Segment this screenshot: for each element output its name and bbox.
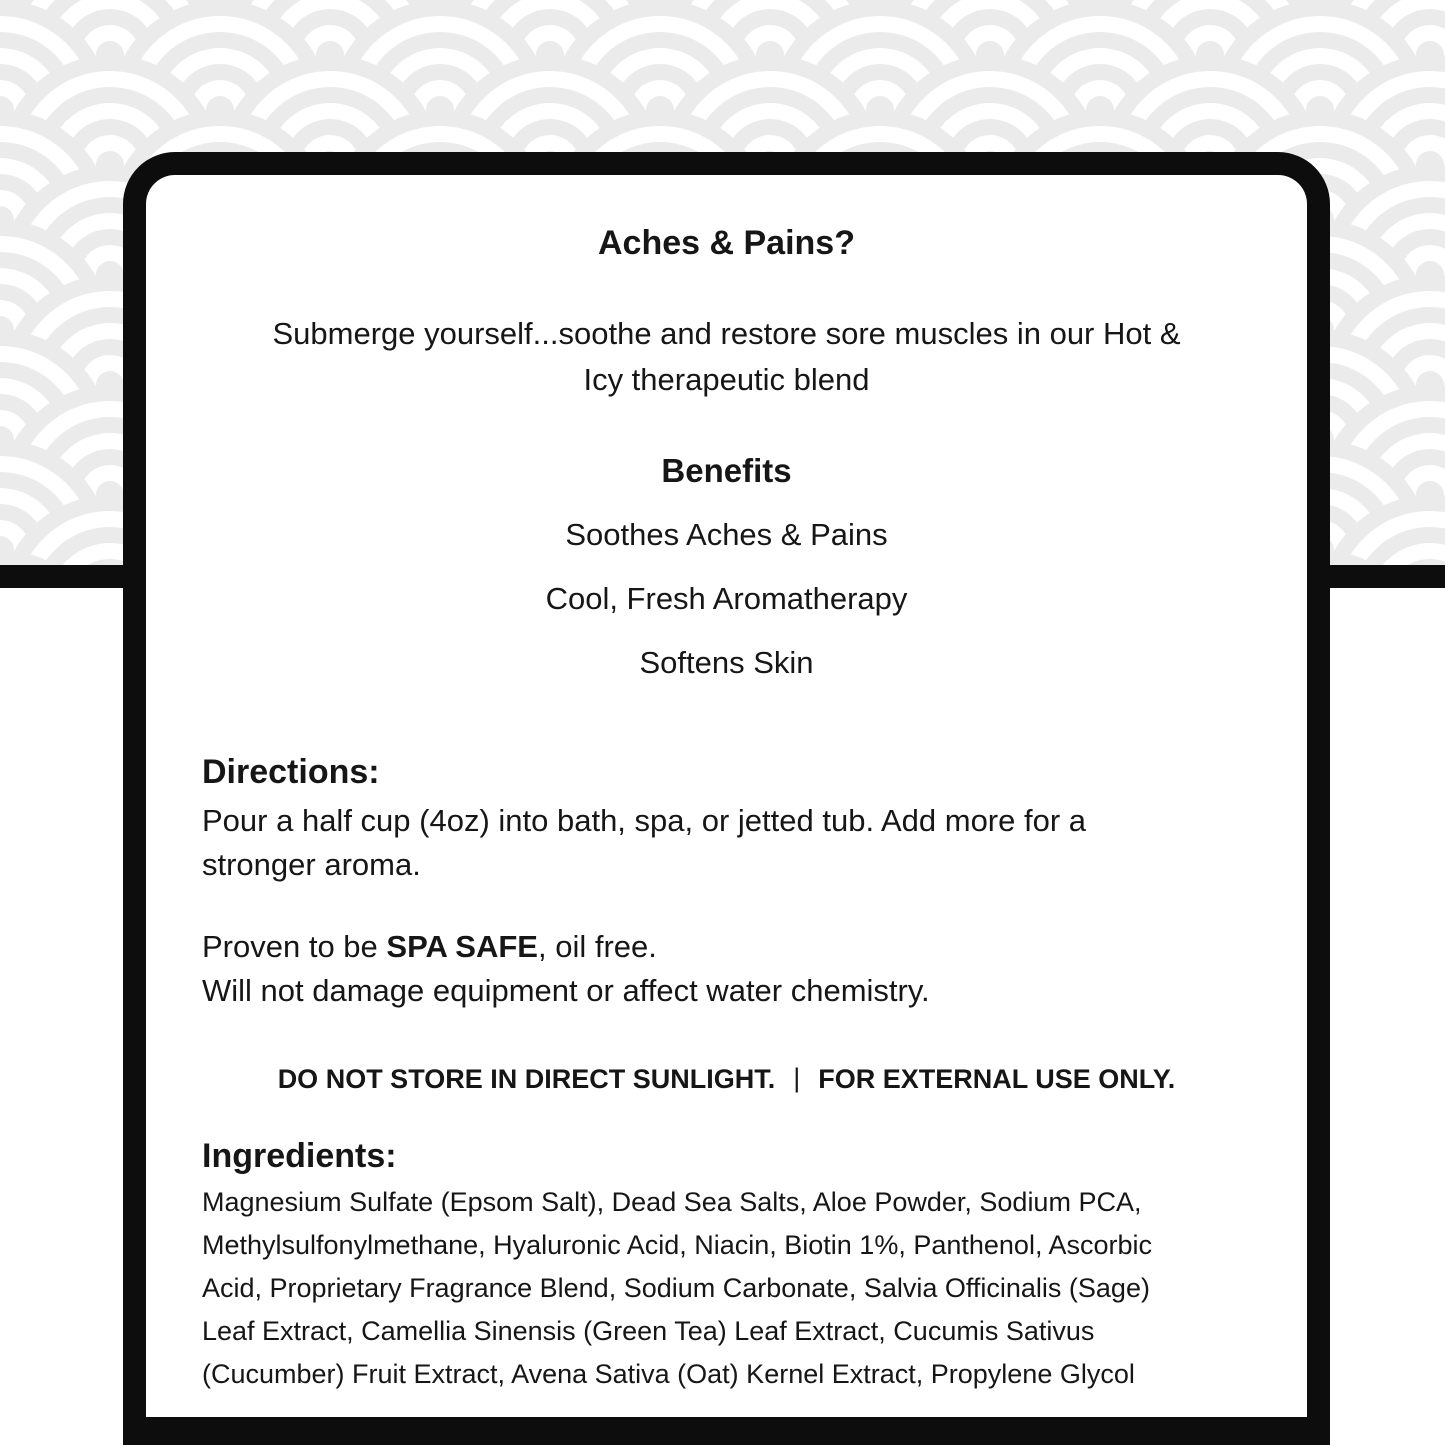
spa-safe-suffix: , oil free.	[538, 929, 657, 964]
ingredients-line: (Cucumber) Fruit Extract, Avena Sativa (Oat) Kernel Extract, Propylene Glycol	[202, 1359, 1135, 1389]
warning-right: FOR EXTERNAL USE ONLY.	[818, 1064, 1176, 1094]
directions-section	[202, 751, 1251, 887]
ingredients-line: Acid, Proprietary Fragrance Blend, Sodium Carbonate, Salvia Officinalis (Sage)	[202, 1273, 1150, 1303]
ingredients-heading: Ingredients:	[202, 1137, 397, 1175]
pipe-separator: |	[793, 1063, 801, 1093]
warning-text	[202, 1059, 1251, 1099]
directions-heading: Directions:	[202, 753, 380, 791]
spa-safe-section	[202, 925, 1251, 1013]
ingredients-text	[202, 1181, 1251, 1396]
ingredients-line: Methylsulfonylmethane, Hyaluronic Acid, Niacin, Biotin 1%, Panthenol, Ascorbic	[202, 1230, 1152, 1260]
headline: Aches & Pains?	[598, 224, 855, 262]
benefit-item: Softens Skin	[639, 645, 814, 680]
label-card-content	[146, 175, 1307, 1417]
directions-line: Pour a half cup (4oz) into bath, spa, or jetted tub. Add more for a	[202, 803, 1087, 838]
ingredients-section	[202, 1135, 1251, 1396]
spa-safe-line	[202, 925, 1251, 969]
spa-safe-prefix: Proven to be	[202, 929, 387, 964]
label-card	[123, 152, 1330, 1445]
benefit-item: Cool, Fresh Aromatherapy	[545, 581, 908, 616]
ingredients-line: Magnesium Sulfate (Epsom Salt), Dead Sea Salts, Aloe Powder, Sodium PCA,	[202, 1187, 1142, 1217]
ingredients-line: Leaf Extract, Camellia Sinensis (Green Tea) Leaf Extract, Cucumis Sativus	[202, 1316, 1095, 1346]
intro-text	[202, 311, 1251, 403]
spa-safe-line: Will not damage equipment or affect water chemistry.	[202, 973, 930, 1008]
intro-line: Icy therapeutic blend	[583, 362, 870, 397]
intro-line: Submerge yourself...soothe and restore sore muscles in our Hot &	[272, 316, 1181, 351]
directions-text	[202, 799, 1251, 887]
benefit-item: Soothes Aches & Pains	[565, 517, 888, 552]
spa-safe-bold: SPA SAFE	[386, 929, 538, 964]
warning-left: DO NOT STORE IN DIRECT SUNLIGHT.	[277, 1064, 776, 1094]
directions-line: stronger aroma.	[202, 847, 421, 882]
benefits-heading: Benefits	[661, 452, 792, 489]
